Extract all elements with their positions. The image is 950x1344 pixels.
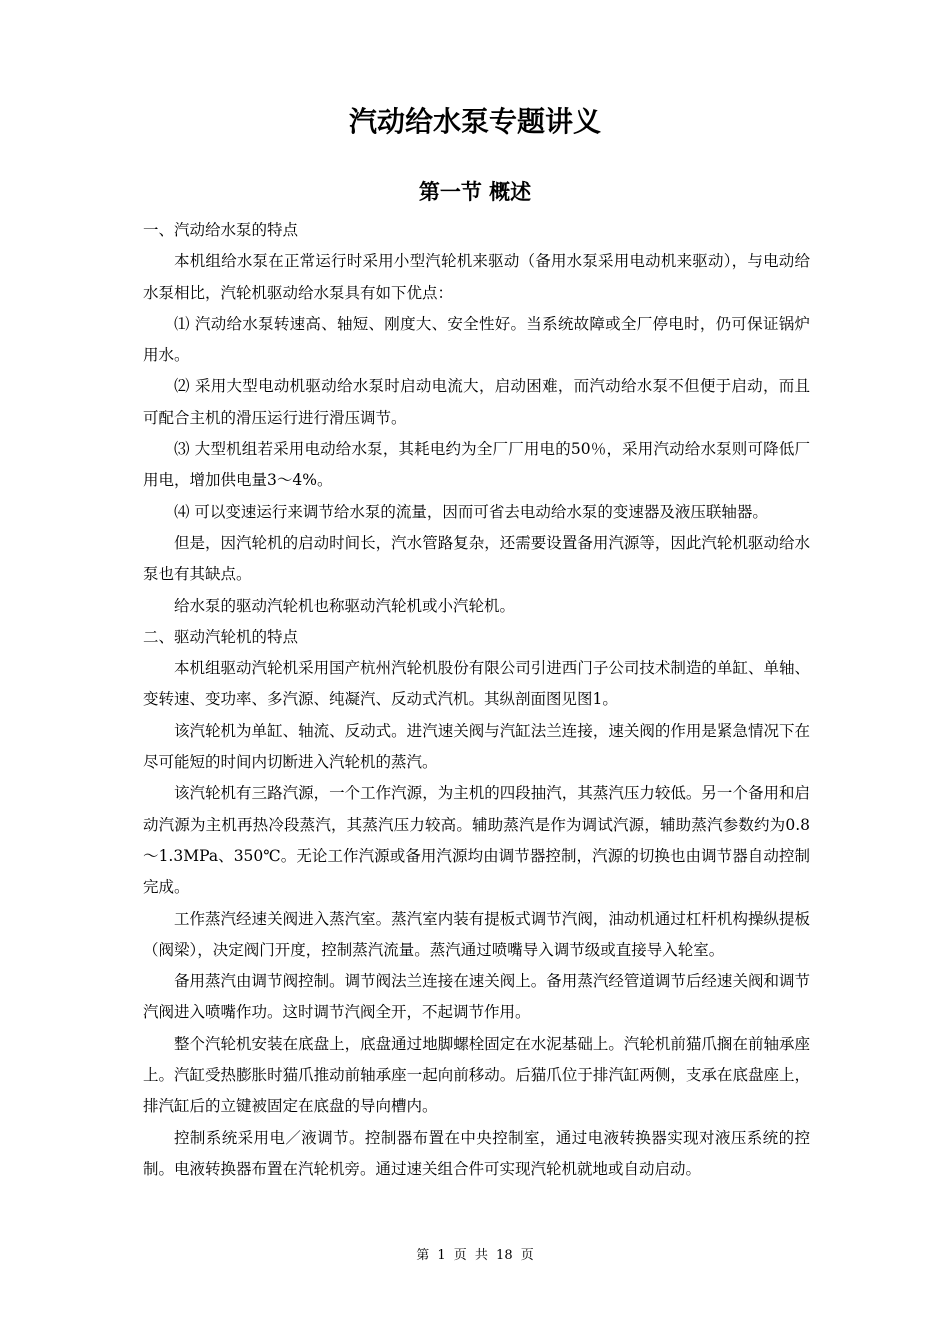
subsection-heading: 一、汽动给水泵的特点 <box>143 221 299 239</box>
paragraph: 该汽轮机有三路汽源，一个工作汽源，为主机的四段抽汽，其蒸汽压力较低。另一个备用和启动汽源为主机再热冷段蒸汽，其蒸汽压力较高。辅助蒸汽是作为调试汽源，辅助蒸汽参数约为0.8～1.3MPa、350℃。无论工作汽源或备用汽源均由调节器控制，汽源的切换也由调节器自动控制完成。 <box>143 784 810 897</box>
paragraph: 本机组驱动汽轮机采用国产杭州汽轮机股份有限公司引进西门子公司技术制造的单缸、单轴、变转速、变功率、多汽源、纯凝汽、反动式汽机。其纵剖面图见图1。 <box>143 659 810 709</box>
list-item: ⑷ 可以变速运行来调节给水泵的流量，因而可省去电动给水泵的变速器及液压联轴器。 <box>174 502 768 521</box>
section-title: 第一节 概述 <box>418 180 532 204</box>
subsection-heading: 二、驱动汽轮机的特点 <box>143 627 299 646</box>
paragraph: 备用蒸汽由调节阀控制。调节阀法兰连接在速关阀上。备用蒸汽经管道调节后经速关阀和调节汽阀进入喷嘴作功。这时调节汽阀全开，不起调节作用。 <box>143 972 810 1022</box>
paragraph: 整个汽轮机安装在底盘上，底盘通过地脚螺栓固定在水泥基础上。汽轮机前猫爪搁在前轴承座上。汽缸受热膨胀时猫爪推动前轴承座一起向前移动。后猫爪位于排汽缸两侧，支承在底盘座上，排汽缸后的立键被固定在底盘的导向槽内。 <box>143 1034 810 1116</box>
document-body <box>143 215 810 1185</box>
paragraph: 控制系统采用电／液调节。控制器布置在中央控制室，通过电液转换器实现对液压系统的控制。电液转换器布置在汽轮机旁。通过速关组合件可实现汽轮机就地或自动启动。 <box>143 1128 810 1178</box>
paragraph: 工作蒸汽经速关阀进入蒸汽室。蒸汽室内装有提板式调节汽阀，油动机通过杠杆机构操纵提板（阀梁），决定阀门开度，控制蒸汽流量。蒸汽通过喷嘴导入调节级或直接导入轮室。 <box>143 909 810 959</box>
list-item: ⑵ 采用大型电动机驱动给水泵时启动电流大，启动困难，而汽动给水泵不但便于启动，而且可配合主机的滑压运行进行滑压调节。 <box>143 377 810 427</box>
paragraph: 该汽轮机为单缸、轴流、反动式。进汽速关阀与汽缸法兰连接，速关阀的作用是紧急情况下在尽可能短的时间内切断进入汽轮机的蒸汽。 <box>143 721 810 772</box>
paragraph: 但是，因汽轮机的启动时间长，汽水管路复杂，还需要设置备用汽源等，因此汽轮机驱动给水泵也有其缺点。 <box>143 533 810 584</box>
document-title: 汽动给水泵专题讲义 <box>348 105 601 138</box>
list-item: ⑶ 大型机组若采用电动给水泵，其耗电约为全厂厂用电的50％，采用汽动给水泵则可降低厂用电，增加供电量3～4%。 <box>143 440 810 490</box>
paragraph: 给水泵的驱动汽轮机也称驱动汽轮机或小汽轮机。 <box>174 596 516 615</box>
paragraph: 本机组给水泵在正常运行时采用小型汽轮机来驱动（备用水泵采用电动机来驱动），与电动给水泵相比，汽轮机驱动给水泵具有如下优点： <box>143 252 810 302</box>
list-item: ⑴ 汽动给水泵转速高、轴短、刚度大、安全性好。当系统故障或全厂停电时，仍可保证锅炉用水。 <box>143 314 810 365</box>
page-footer: 第 1 页 共 18 页 <box>416 1248 534 1263</box>
